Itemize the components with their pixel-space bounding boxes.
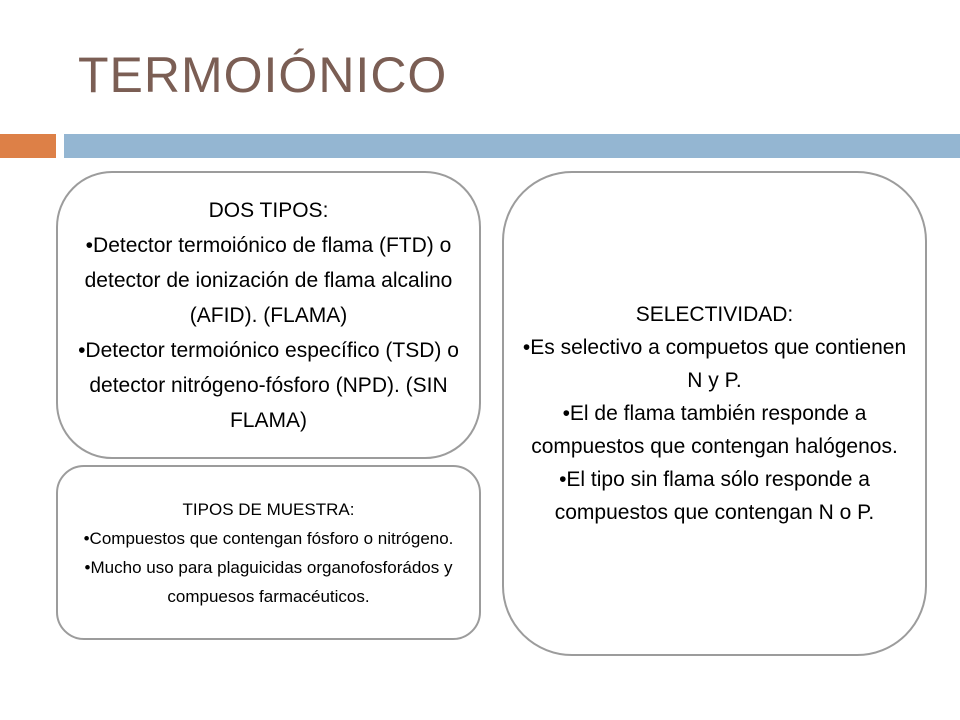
dos-tipos-bullet-tsd: •Detector termoiónico específico (TSD) o detector nitrógeno-fósforo (NPD). (SIN FLAMA) <box>78 338 459 432</box>
selectividad-bullet-sin-flama: •El tipo sin flama sólo responde a compuestos que contengan N o P. <box>554 468 875 524</box>
slide-title: TERMOIÓNICO <box>78 47 448 103</box>
selectividad-bullet-flama: •El de flama también responde a compuestos que contengan halógenos. <box>531 402 898 458</box>
selectividad-heading: SELECTIVIDAD: <box>635 303 794 326</box>
selectividad-bullet-selectivo: •Es selectivo a compuetos que contienen N y P. <box>522 336 907 392</box>
tipos-de-muestra-bullet-compuestos: •Compuestos que contengan fósforo o nitrógeno. <box>83 528 454 548</box>
tipos-de-muestra-heading: TIPOS DE MUESTRA: <box>182 499 355 519</box>
tipos-de-muestra-box <box>56 465 481 640</box>
dos-tipos-bullet-ftd: •Detector termoiónico de flama (FTD) o detector de ionización de flama alcalino (AFID). (FLAMA) <box>84 233 453 327</box>
accent-bar-blue <box>64 134 960 158</box>
accent-bar-orange <box>0 134 56 158</box>
tipos-de-muestra-bullet-plaguicidas: •Mucho uso para plaguicidas organofosforádos y compuesos farmacéuticos. <box>84 557 453 606</box>
dos-tipos-heading: DOS TIPOS: <box>208 198 329 222</box>
dos-tipos-box <box>56 171 481 459</box>
selectividad-box <box>502 171 927 656</box>
